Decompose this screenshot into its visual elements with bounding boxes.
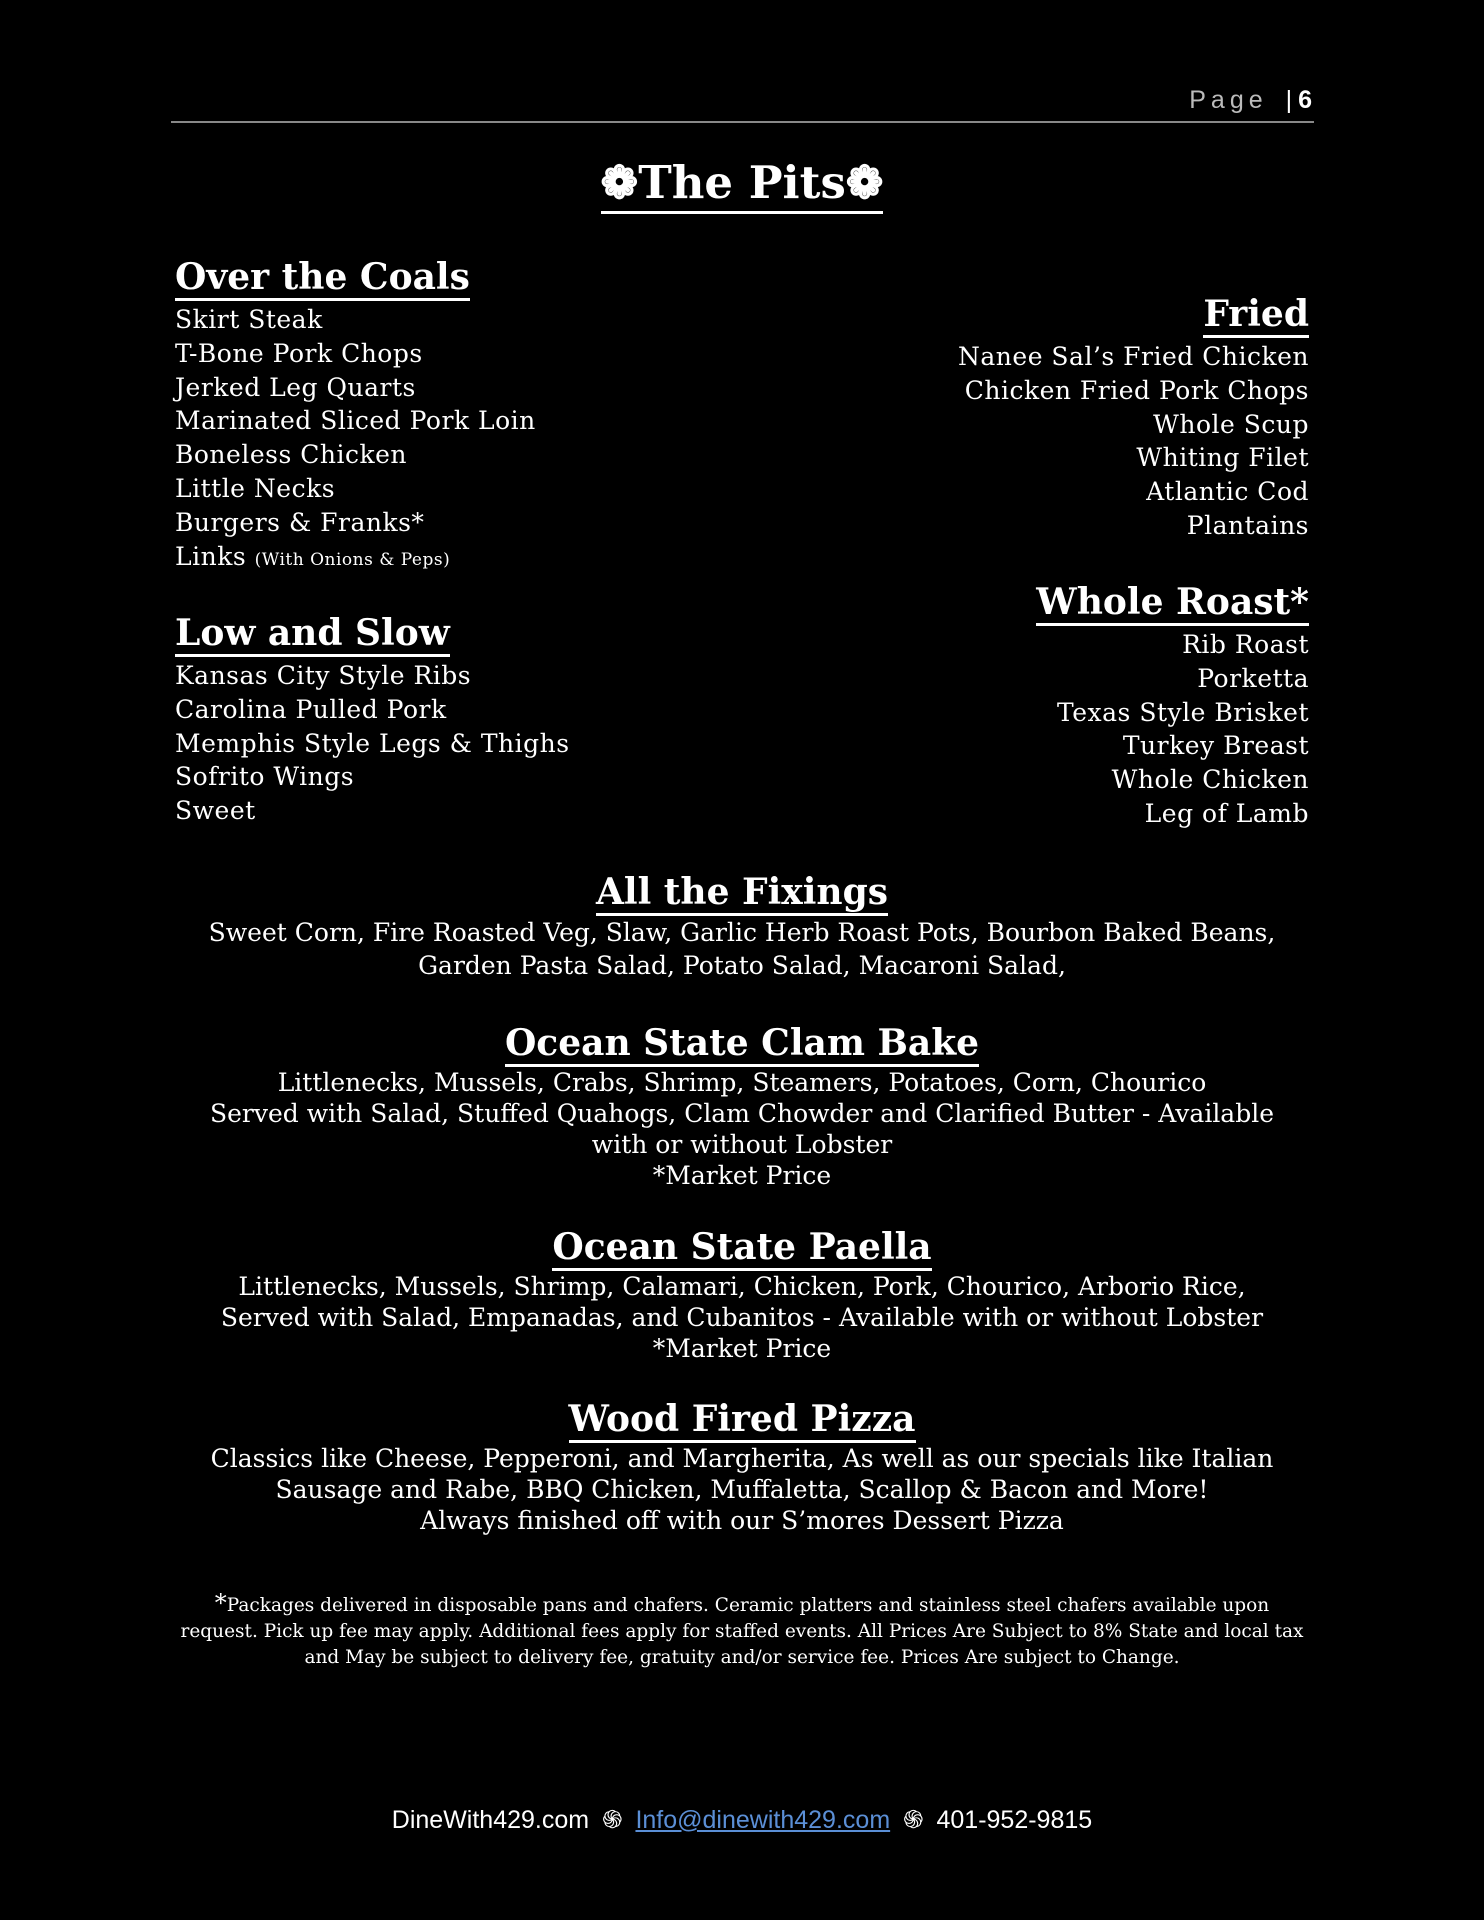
paella-line: Served with Salad, Empanadas, and Cubanitos - Available with or without Lobster <box>220 1303 1264 1332</box>
list-item: Marinated Sliced Pork Loin <box>175 406 536 436</box>
swirl-icon: ֍ <box>903 1806 924 1834</box>
low-and-slow-heading: Low and Slow <box>175 612 450 657</box>
list-item: Carolina Pulled Pork <box>175 694 447 724</box>
clam-bake-heading: Ocean State Clam Bake <box>505 1022 979 1067</box>
fixings-line: Garden Pasta Salad, Potato Salad, Macaroni Salad, <box>418 951 1066 980</box>
links-label: Links <box>175 541 247 571</box>
section-clam-bake <box>150 1022 1334 1191</box>
list-item: Turkey Breast <box>1122 731 1309 761</box>
paella-heading: Ocean State Paella <box>552 1226 931 1271</box>
disclaimer-star: * <box>214 1589 227 1617</box>
list-item: Texas Style Brisket <box>1057 697 1309 727</box>
list-item: Rib Roast <box>1182 630 1309 659</box>
list-item: Leg of Lamb <box>1144 798 1309 828</box>
list-item: Sweet <box>175 796 256 826</box>
section-fixings <box>150 871 1334 982</box>
list-item: Whiting Filet <box>1136 443 1309 473</box>
list-item: T-Bone Pork Chops <box>175 338 423 368</box>
list-item-links <box>175 540 815 578</box>
whole-roast-list <box>669 628 1309 831</box>
website-link[interactable]: DineWith429.com <box>391 1806 590 1834</box>
disclaimer-line <box>170 1590 1314 1619</box>
list-item: Plantains <box>1186 510 1309 540</box>
page-title: ❁The Pits❁ <box>601 155 884 214</box>
list-item: Porketta <box>1197 663 1309 693</box>
disclaimer-line: request. Pick up fee may apply. Additional fees apply for staffed events. All Prices Are Subject to 8% State and local tax <box>180 1621 1304 1642</box>
clam-bake-line: Served with Salad, Stuffed Quahogs, Clam Chowder and Clarified Butter - Available <box>209 1099 1275 1128</box>
section-whole-roast <box>669 581 1309 831</box>
list-item: Whole Scup <box>1153 409 1309 439</box>
fried-heading: Fried <box>1203 293 1309 338</box>
section-pizza <box>150 1398 1334 1536</box>
page-label: Page <box>1189 86 1268 114</box>
clam-bake-line: *Market Price <box>652 1161 832 1190</box>
list-item: Nanee Sal’s Fried Chicken <box>958 342 1309 371</box>
clam-bake-line: Littlenecks, Mussels, Crabs, Shrimp, Steamers, Potatoes, Corn, Chourico <box>277 1068 1207 1097</box>
email-link[interactable]: Info@dinewith429.com <box>635 1806 891 1834</box>
disclaimer-line: and May be subject to delivery fee, gratuity and/or service fee. Prices Are subject to Change. <box>304 1647 1180 1668</box>
pizza-line: Always finished off with our S’mores Dessert Pizza <box>420 1506 1064 1535</box>
page-separator: | <box>1285 86 1293 114</box>
title-wrap <box>0 155 1484 214</box>
pizza-heading: Wood Fired Pizza <box>569 1398 916 1443</box>
header-rule <box>171 121 1314 123</box>
links-note: (With Onions & Peps) <box>254 549 451 570</box>
pizza-line: Classics like Cheese, Pepperoni, and Margherita, As well as our specials like Italian <box>210 1444 1274 1473</box>
fried-list <box>669 340 1309 543</box>
disclaimer <box>170 1590 1314 1671</box>
over-the-coals-heading: Over the Coals <box>175 256 470 301</box>
fixings-line: Sweet Corn, Fire Roasted Veg, Slaw, Garlic Herb Roast Pots, Bourbon Baked Beans, <box>208 918 1276 947</box>
list-item: Little Necks <box>175 473 336 503</box>
whole-roast-heading: Whole Roast* <box>1036 581 1309 626</box>
footer <box>0 1802 1484 1836</box>
fixings-heading: All the Fixings <box>596 871 888 916</box>
paella-line: *Market Price <box>652 1334 832 1363</box>
list-item: Memphis Style Legs & Thighs <box>175 728 570 758</box>
page-number-header <box>1189 86 1312 115</box>
disclaimer-text: Packages delivered in disposable pans and chafers. Ceramic platters and stainless steel chafers available upon <box>226 1595 1270 1616</box>
clam-bake-line: with or without Lobster <box>591 1130 893 1159</box>
list-item: Kansas City Style Ribs <box>175 661 472 690</box>
list-item: Skirt Steak <box>175 305 323 334</box>
list-item: Chicken Fried Pork Chops <box>964 375 1309 405</box>
list-item: Boneless Chicken <box>175 440 407 470</box>
list-item: Burgers & Franks* <box>175 507 425 537</box>
page-number: 6 <box>1298 86 1312 114</box>
phone-number: 401-952-9815 <box>936 1806 1093 1834</box>
section-fried <box>669 293 1309 543</box>
list-item: Atlantic Cod <box>1146 477 1309 507</box>
pizza-line: Sausage and Rabe, BBQ Chicken, Muffaletta, Scallop & Bacon and More! <box>275 1475 1209 1504</box>
list-item: Whole Chicken <box>1111 765 1309 795</box>
swirl-icon: ֍ <box>602 1806 623 1834</box>
section-paella <box>150 1226 1334 1364</box>
list-item: Jerked Leg Quarts <box>175 372 416 402</box>
paella-line: Littlenecks, Mussels, Shrimp, Calamari, Chicken, Pork, Chourico, Arborio Rice, <box>238 1272 1246 1301</box>
list-item: Sofrito Wings <box>175 762 355 792</box>
